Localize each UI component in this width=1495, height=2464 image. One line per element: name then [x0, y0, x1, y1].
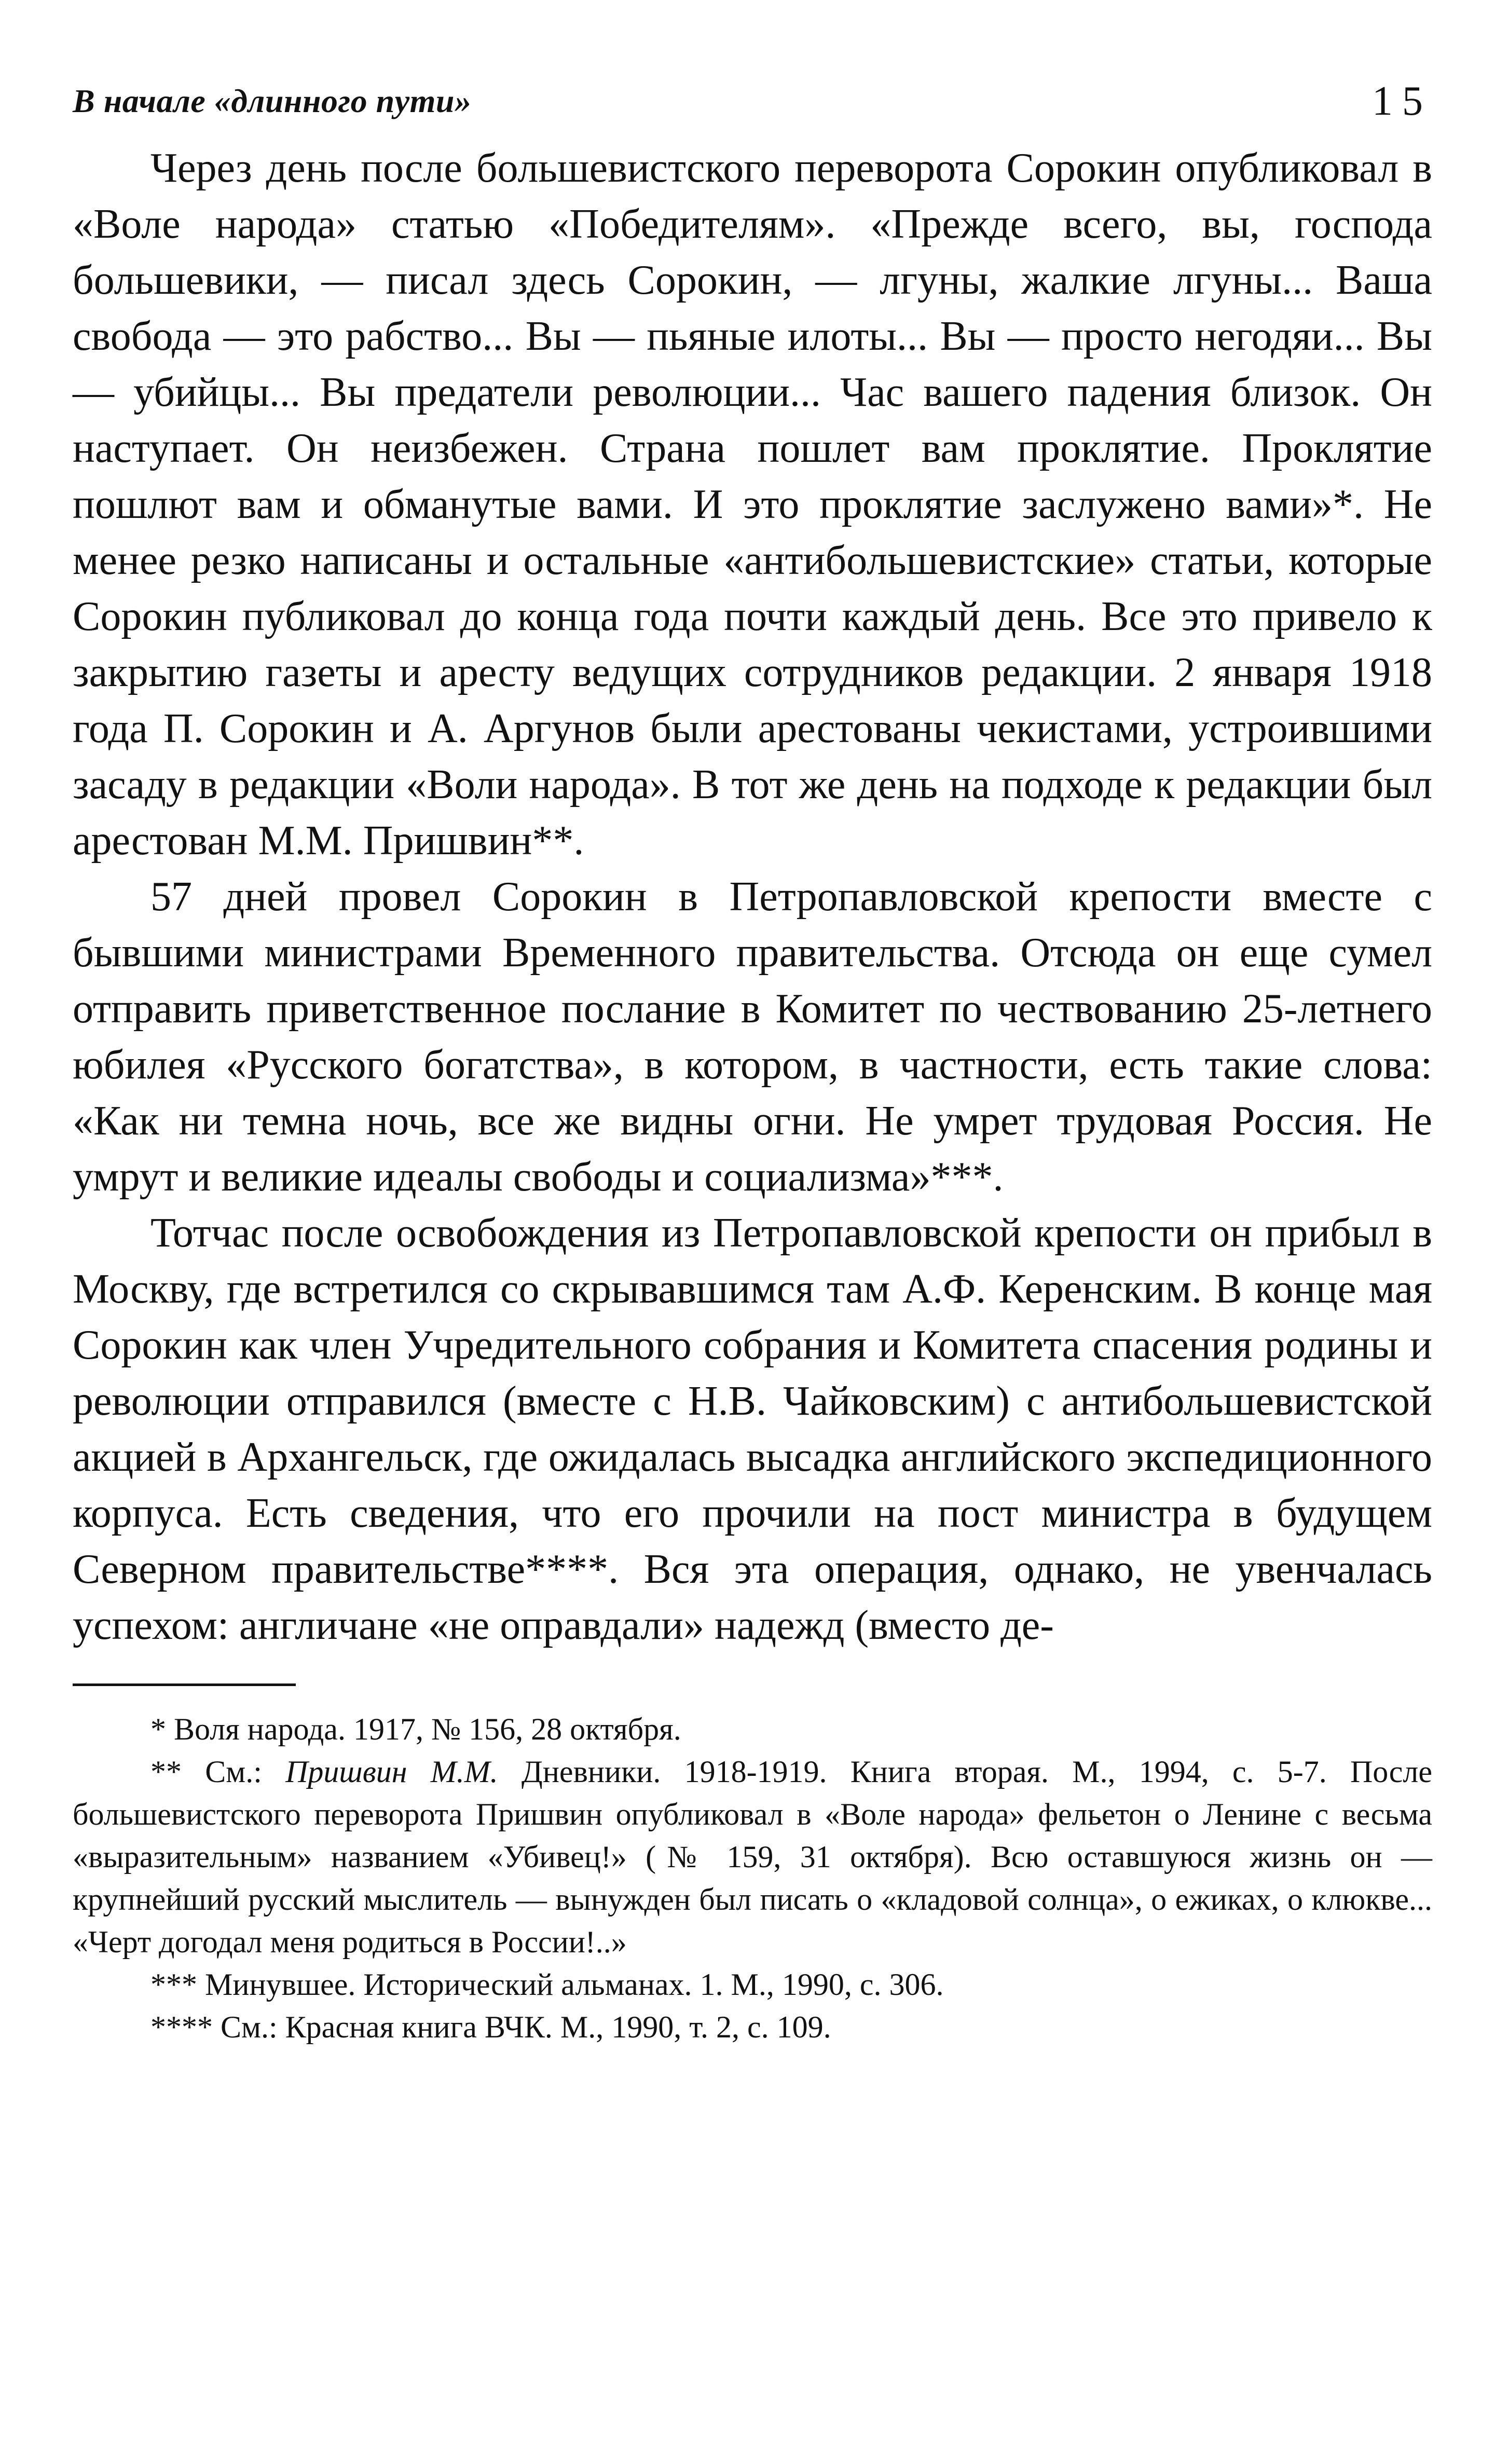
- footnote: * Воля народа. 1917, № 156, 28 октября.: [150, 1712, 681, 1746]
- footnote-prefix: ** См.:: [150, 1755, 286, 1789]
- footnote: [73, 1750, 1432, 1963]
- footnote-separator: [73, 1683, 296, 1686]
- running-header: [73, 78, 1432, 140]
- footnote-author: Пришвин М.М.: [285, 1755, 498, 1789]
- footnote: **** См.: Красная книга ВЧК. М., 1990, т. 2, с. 109.: [150, 2010, 831, 2044]
- book-page: [73, 78, 1432, 2048]
- paragraph: Тотчас после освобождения из Петропавловской крепости он прибыл в Москву, где встретился со скрывавшимся там А.Ф. Керенским. В конце мая Сорокин как член Учредительного собрания и Комитета спасения родины и революции отправился (вместе с Н.В. Чайковским) с антибольшевистской акцией в Архангельск, где ожидалась высадка английского экспедиционного корпуса. Есть сведения, что его прочили на пост министра в будущем Северном правительстве****. Вся эта операция, однако, не увенчалась успехом: англичане «не оправдали» надежд (вместо де-: [73, 1210, 1432, 1648]
- footnotes: [73, 1708, 1432, 2048]
- body-text: [73, 140, 1432, 1653]
- paragraph: Через день после большевистского переворота Сорокин опубликовал в «Воле народа» статью «Победителям». «Прежде всего, вы, господа большевики, — писал здесь Сорокин, — лгуны, жалкие лгуны... Ваша свобода — это рабство... Вы — пьяные илоты... Вы — просто негодяи... Вы — убийцы... Вы предатели революции... Час вашего падения близок. Он наступает. Он неизбежен. Страна пошлет вам проклятие. Проклятие пошлют вам и обманутые вами. И это проклятие заслужено вами»*. Не менее резко написаны и остальные «антибольшевистские» статьи, которые Сорокин публиковал до конца года почти каждый день. Все это привело к закрытию газеты и аресту ведущих сотрудников редакции. 2 января 1918 года П. Сорокин и А. Аргунов были арестованы чекистами, устроившими засаду в редакции «Воли народа». В тот же день на подходе к редакции был арестован М.М. Пришвин**.: [73, 145, 1432, 864]
- chapter-title: В начале «длинного пути»: [73, 83, 472, 119]
- footnote-text: Дневники. 1918-1919. Книга вторая. М., 1994, с. 5-7. После большевистского переворота Пришвин опубликовал в «Воле народа» фельетон о Ленине с весьма «выразительным» названием «Убивец!» (№ 159, 31 октября). Всю оставшуюся жизнь он — крупнейший русский мыслитель — вынужден был писать о «кладовой солнца», о ежиках, о клюкве... «Черт догодал меня родиться в России!..»: [73, 1755, 1432, 1959]
- page-number: 15: [1372, 78, 1432, 124]
- footnote: *** Минувшее. Исторический альманах. 1. М., 1990, с. 306.: [150, 1967, 944, 2002]
- paragraph: 57 дней провел Сорокин в Петропавловской крепости вместе с бывшими министрами Временного правительства. Отсюда он еще сумел отправить приветственное послание в Комитет по чествованию 25-летнего юбилея «Русского богатства», в котором, в частности, есть такие слова: «Как ни темна ночь, все же видны огни. Не умрет трудовая Россия. Не умрут и великие идеалы свободы и социализма»***.: [73, 874, 1432, 1200]
